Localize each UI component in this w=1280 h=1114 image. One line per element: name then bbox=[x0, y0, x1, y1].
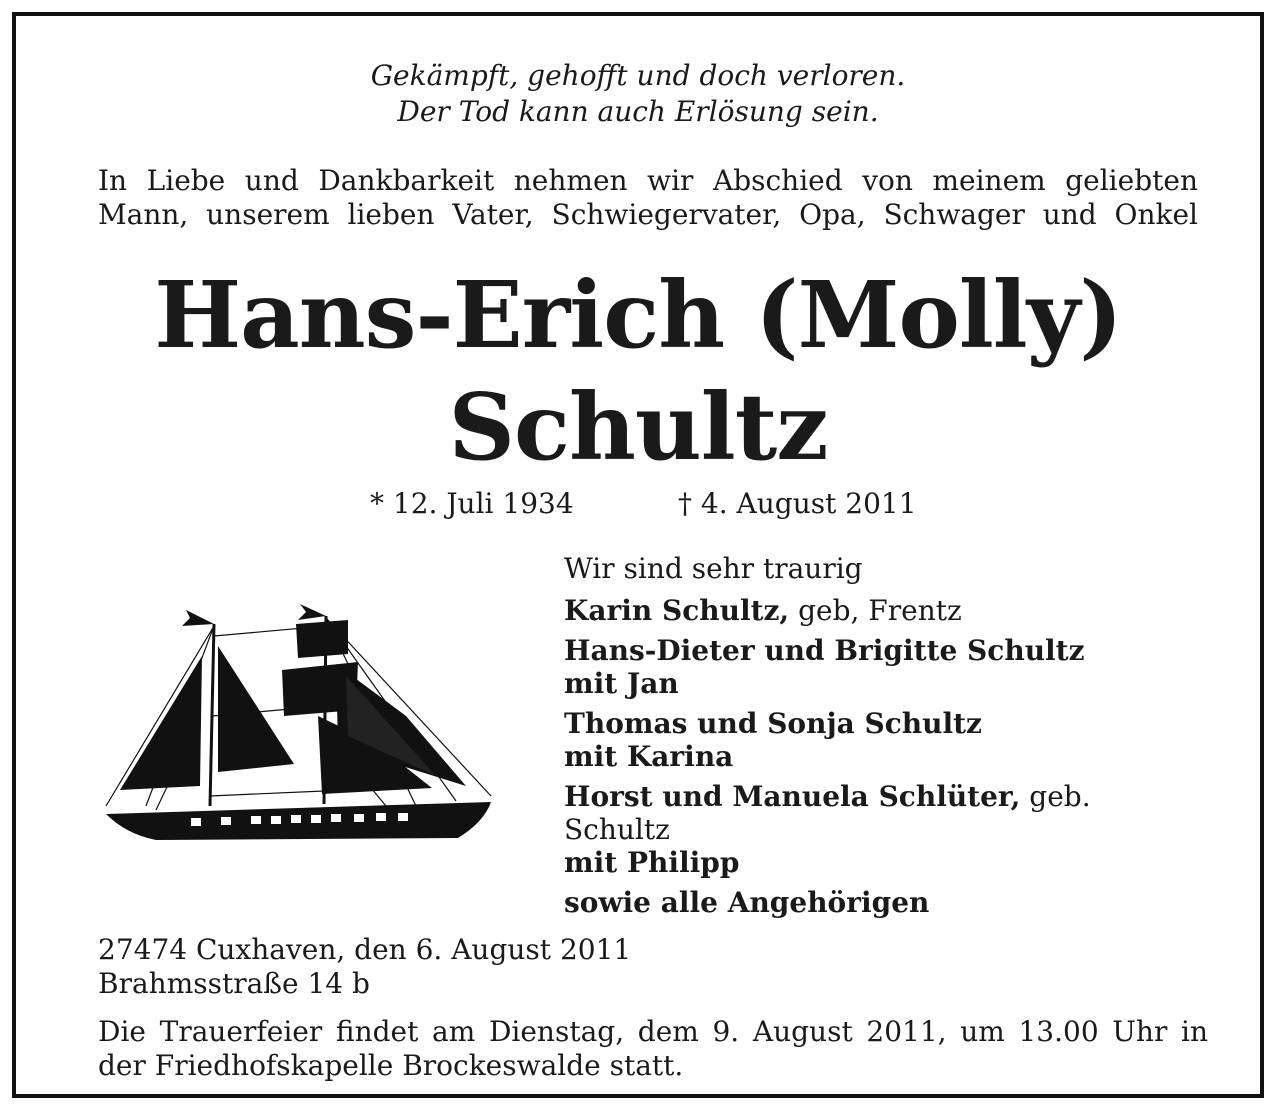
family-entry bbox=[564, 886, 1204, 919]
intro-text bbox=[98, 164, 1198, 232]
funeral-line-1: Die Trauerfeier findet am Dienstag, dem 9. August 2011, um 13.00 Uhr in bbox=[98, 1015, 1208, 1048]
deceased-name-line-1: Hans-Erich (Molly) bbox=[154, 261, 1122, 369]
family-entry bbox=[564, 634, 1204, 700]
deceased-name bbox=[16, 259, 1260, 483]
family-entry-name: Thomas und Sonja Schultz bbox=[564, 707, 982, 740]
family-entry-child: mit Karina bbox=[564, 740, 734, 773]
family-entry-child: mit Philipp bbox=[564, 846, 740, 879]
family-entry-name: Horst und Manuela Schlüter, bbox=[564, 780, 1021, 813]
motto bbox=[16, 58, 1260, 130]
sailing-ship-icon bbox=[86, 596, 506, 856]
family-entry-name: Karin Schultz, bbox=[564, 594, 790, 627]
family-entry bbox=[564, 780, 1204, 879]
family-entry-note: geb, Frentz bbox=[789, 594, 962, 627]
motto-line-2: Der Tod kann auch Erlösung sein. bbox=[397, 95, 879, 128]
deceased-name-line-2: Schultz bbox=[448, 373, 828, 481]
intro-line-1: In Liebe und Dankbarkeit nehmen wir Abschied von meinem geliebten bbox=[98, 164, 1198, 197]
funeral-line-2: der Friedhofskapelle Brockeswalde statt. bbox=[98, 1049, 684, 1082]
family-entry-name: Hans-Dieter und Brigitte Schultz bbox=[564, 634, 1085, 667]
birth-date: * 12. Juli 1934 bbox=[370, 487, 574, 520]
family-entry-name: sowie alle Angehörigen bbox=[564, 886, 930, 919]
death-date: † 4. August 2011 bbox=[678, 487, 917, 520]
funeral-notice bbox=[98, 1015, 1208, 1083]
motto-line-1: Gekämpft, gehofft und doch verloren. bbox=[370, 59, 906, 92]
family-entry-note: geb. Schultz bbox=[564, 780, 1091, 846]
family-entry bbox=[564, 707, 1204, 773]
obituary-frame bbox=[12, 12, 1264, 1098]
family-list bbox=[564, 552, 1204, 926]
family-entry-child: mit Jan bbox=[564, 667, 679, 700]
intro-line-2: Mann, unserem lieben Vater, Schwiegervater, Opa, Schwager und Onkel bbox=[98, 198, 1198, 231]
family-intro: Wir sind sehr traurig bbox=[564, 552, 863, 585]
address-line-2: Brahmsstraße 14 b bbox=[98, 967, 370, 1000]
family-entry bbox=[564, 594, 1204, 627]
address bbox=[98, 933, 631, 1001]
address-line-1: 27474 Cuxhaven, den 6. August 2011 bbox=[98, 933, 632, 966]
